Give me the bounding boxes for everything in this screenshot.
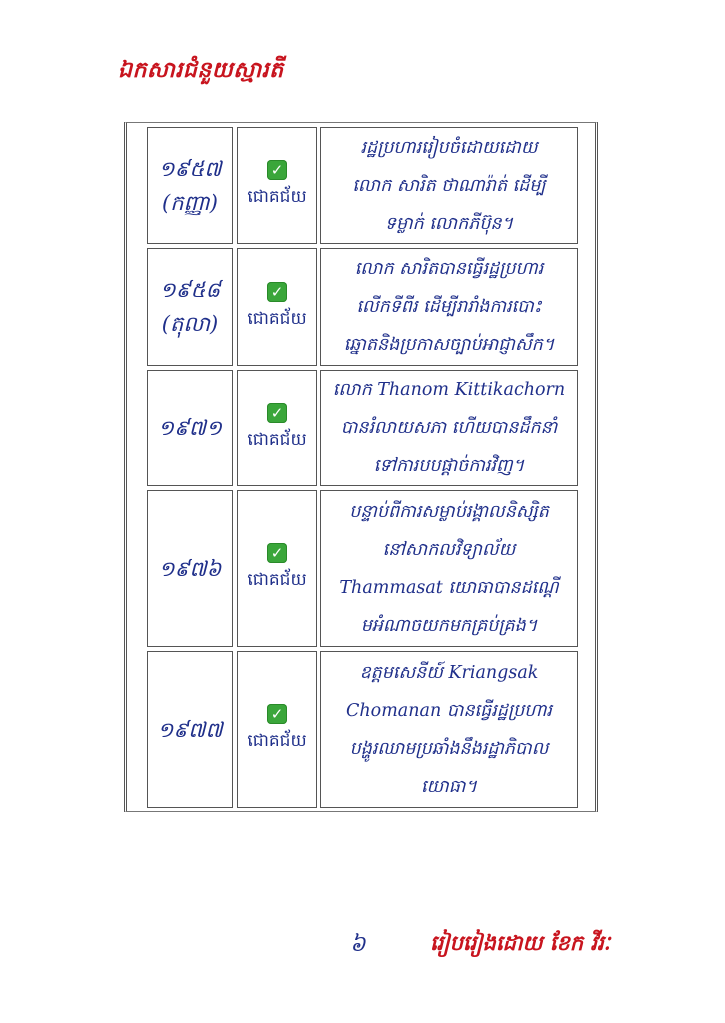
status-cell: [237, 248, 317, 366]
status-text: ជោគជ័យ: [247, 429, 307, 450]
description-cell: [320, 127, 578, 244]
status-cell: [237, 370, 317, 486]
month-text: (កញ្ញា): [162, 190, 218, 215]
month-text: (តុលា): [161, 312, 219, 336]
description-line: Chomanan បានធ្វើរដ្ឋប្រហារ: [346, 700, 552, 721]
description-line: ឆ្នោតនិងប្រកាសច្បាប់អាជ្ញាសឹក។: [343, 335, 555, 355]
checkmark-icon: ✓: [267, 160, 287, 180]
description-cell: [320, 490, 578, 647]
checkmark-icon: ✓: [267, 403, 287, 423]
year-text: ១៩៧៦: [158, 556, 222, 581]
description-line: ឧត្តមសេនីយ៍ Kriangsak: [359, 662, 539, 683]
description-line: លោក សារិត ថាណារ៉ាត់ ដើម្បី: [352, 175, 546, 196]
status-cell: [237, 651, 317, 808]
document-header-title: ឯកសារជំនួយស្មារតី: [118, 57, 284, 83]
year-cell: [147, 127, 233, 244]
description-cell: [320, 248, 578, 366]
description-line: យោធា។: [421, 776, 477, 797]
description-line: មអំណាចយកមកគ្រប់គ្រង។: [360, 615, 538, 636]
status-text: ជោគជ័យ: [247, 187, 307, 207]
description-line: ទម្លាក់ លោកភីប៊ុន។: [384, 213, 514, 234]
checkmark-icon: ✓: [267, 282, 287, 302]
status-cell: [237, 127, 317, 244]
description-line: ទៅការបបផ្តាច់ការវិញ។: [373, 456, 525, 476]
description-line: បន្ទាប់ពីការសម្លាប់រង្គាលនិស្សិត: [349, 501, 549, 522]
status-text: ជោគជ័យ: [247, 731, 307, 751]
table-row: [147, 248, 578, 366]
year-cell: [147, 370, 233, 486]
year-text: ១៩៥៧: [158, 156, 222, 181]
table-row: [147, 651, 578, 808]
year-text: ១៩៥៨: [159, 278, 221, 302]
status-cell: [237, 490, 317, 647]
status-text: ជោគជ័យ: [247, 570, 307, 590]
description-line: បានរំលាយសភា ហើយបានដឹកនាំ: [340, 418, 558, 438]
year-cell: [147, 490, 233, 647]
year-text: ១៩៧១: [158, 416, 222, 440]
checkmark-icon: ✓: [267, 543, 287, 563]
status-text: ជោគជ័យ: [247, 308, 307, 329]
description-line: បង្ហូរឈាមប្រឆាំងនឹងរដ្ឋាភិបាល: [349, 738, 549, 759]
table-row: [147, 490, 578, 647]
description-cell: [320, 651, 578, 808]
description-cell: [320, 370, 578, 486]
description-line: Thammasat យោធាបានដណ្តើ: [339, 577, 559, 598]
description-line: នៅសាកលវិទ្យាល័យ: [382, 539, 516, 560]
description-line: លោក Thanom Kittikachorn: [332, 380, 566, 400]
year-text: ១៩៧៧: [157, 717, 223, 742]
description-line: លើកទីពីរ ដើម្បីរារាំងការបោះ: [356, 297, 542, 317]
year-cell: [147, 651, 233, 808]
table-row: [147, 370, 578, 486]
table-row: [147, 127, 578, 244]
checkmark-icon: ✓: [267, 704, 287, 724]
year-cell: [147, 248, 233, 366]
page-number: ៦: [350, 932, 366, 957]
description-line: រដ្ឋប្រហាររៀបចំដោយដោយ: [360, 137, 538, 158]
footer-author: រៀបរៀងដោយ ខែក វីរៈ: [430, 930, 611, 955]
description-line: លោក សារិតបានធ្វើរដ្ឋប្រហារ: [354, 259, 544, 279]
